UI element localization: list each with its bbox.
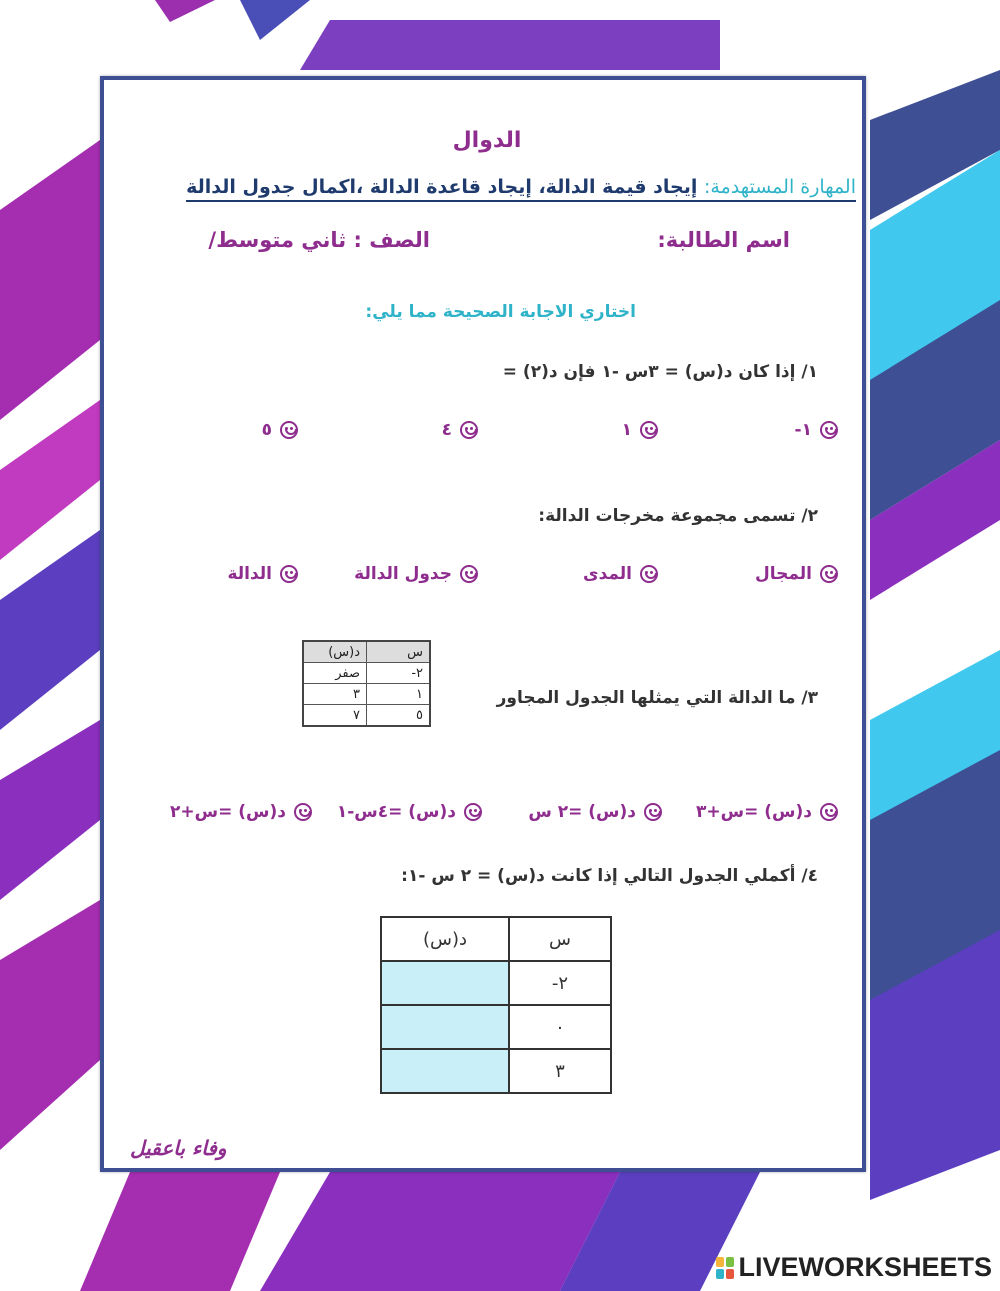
q2-option-3[interactable]: جدول الدالة: [354, 564, 478, 584]
question-4: ٤/ أكملي الجدول التالي إذا كانت د(س) = ٢ س -١:: [401, 866, 818, 886]
brand-name: LIVEWORKSHEETS: [738, 1252, 992, 1282]
brand-logo: [716, 1252, 992, 1283]
target-skill: [186, 176, 856, 202]
q1-option-2[interactable]: ١: [622, 420, 658, 440]
table-cell: ٧: [303, 705, 367, 727]
q3-option-3[interactable]: د(س) =٤س-١: [337, 802, 482, 822]
table-header: د(س): [303, 641, 367, 663]
table-row: [381, 961, 611, 1005]
question-3: ٣/ ما الدالة التي يمثلها الجدول المجاور: [496, 688, 818, 708]
q3-option-4[interactable]: د(س) =س+٢: [170, 802, 312, 822]
smiley-icon: [460, 421, 478, 439]
q1-option-3[interactable]: ٤: [442, 420, 478, 440]
table-cell: ٣: [303, 684, 367, 705]
q2-option-1[interactable]: المجال: [755, 564, 838, 584]
smiley-icon: [294, 803, 312, 821]
student-name-label: اسم الطالبة:: [657, 228, 790, 252]
question-1: ١/ إذا كان د(س) = ٣س -١ فإن د(٢) =: [502, 362, 818, 382]
table-row: [381, 917, 611, 961]
page-title: الدوال: [452, 128, 522, 153]
q3-table: [302, 640, 431, 727]
table-cell: ٠: [509, 1005, 611, 1049]
grade-label: الصف : ثاني متوسط/: [208, 228, 430, 252]
q4-table: [380, 916, 612, 1094]
table-row: [381, 1005, 611, 1049]
q1-option-4[interactable]: ٥: [262, 420, 298, 440]
table-row: [381, 1049, 611, 1093]
table-cell: ٢-: [367, 663, 431, 684]
table-header: س: [509, 917, 611, 961]
smiley-icon: [460, 565, 478, 583]
answer-input[interactable]: [381, 1005, 509, 1049]
table-header: د(س): [381, 917, 509, 961]
smiley-icon: [464, 803, 482, 821]
author-signature: وفاء باعقيل: [130, 1136, 227, 1160]
instruction: اختاري الاجابة الصحيحة مما يلي:: [365, 302, 636, 322]
table-cell: ١: [367, 684, 431, 705]
answer-input[interactable]: [381, 961, 509, 1005]
smiley-icon: [640, 565, 658, 583]
table-header: س: [367, 641, 431, 663]
table-cell: ٥: [367, 705, 431, 727]
table-row: [303, 684, 430, 705]
liveworksheets-icon: [716, 1257, 734, 1279]
table-row: [303, 705, 430, 727]
smiley-icon: [640, 421, 658, 439]
worksheet-page: [100, 76, 866, 1172]
table-row: [303, 641, 430, 663]
skill-text: إيجاد قيمة الدالة، إيجاد قاعدة الدالة ،اكمال جدول الدالة: [186, 176, 698, 198]
question-2: ٢/ تسمى مجموعة مخرجات الدالة:: [538, 506, 818, 526]
smiley-icon: [644, 803, 662, 821]
table-row: [303, 663, 430, 684]
q2-option-2[interactable]: المدى: [583, 564, 658, 584]
smiley-icon: [280, 565, 298, 583]
q1-option-1[interactable]: ١-: [795, 420, 838, 440]
smiley-icon: [820, 565, 838, 583]
smiley-icon: [820, 421, 838, 439]
table-cell: ٣: [509, 1049, 611, 1093]
q2-option-4[interactable]: الدالة: [227, 564, 298, 584]
table-cell: ٢-: [509, 961, 611, 1005]
answer-input[interactable]: [381, 1049, 509, 1093]
table-cell: صفر: [303, 663, 367, 684]
smiley-icon: [820, 803, 838, 821]
smiley-icon: [280, 421, 298, 439]
q3-option-1[interactable]: د(س) =س+٣: [696, 802, 838, 822]
q3-option-2[interactable]: د(س) =٢ س: [528, 802, 662, 822]
skill-label: المهارة المستهدمة:: [704, 176, 856, 198]
